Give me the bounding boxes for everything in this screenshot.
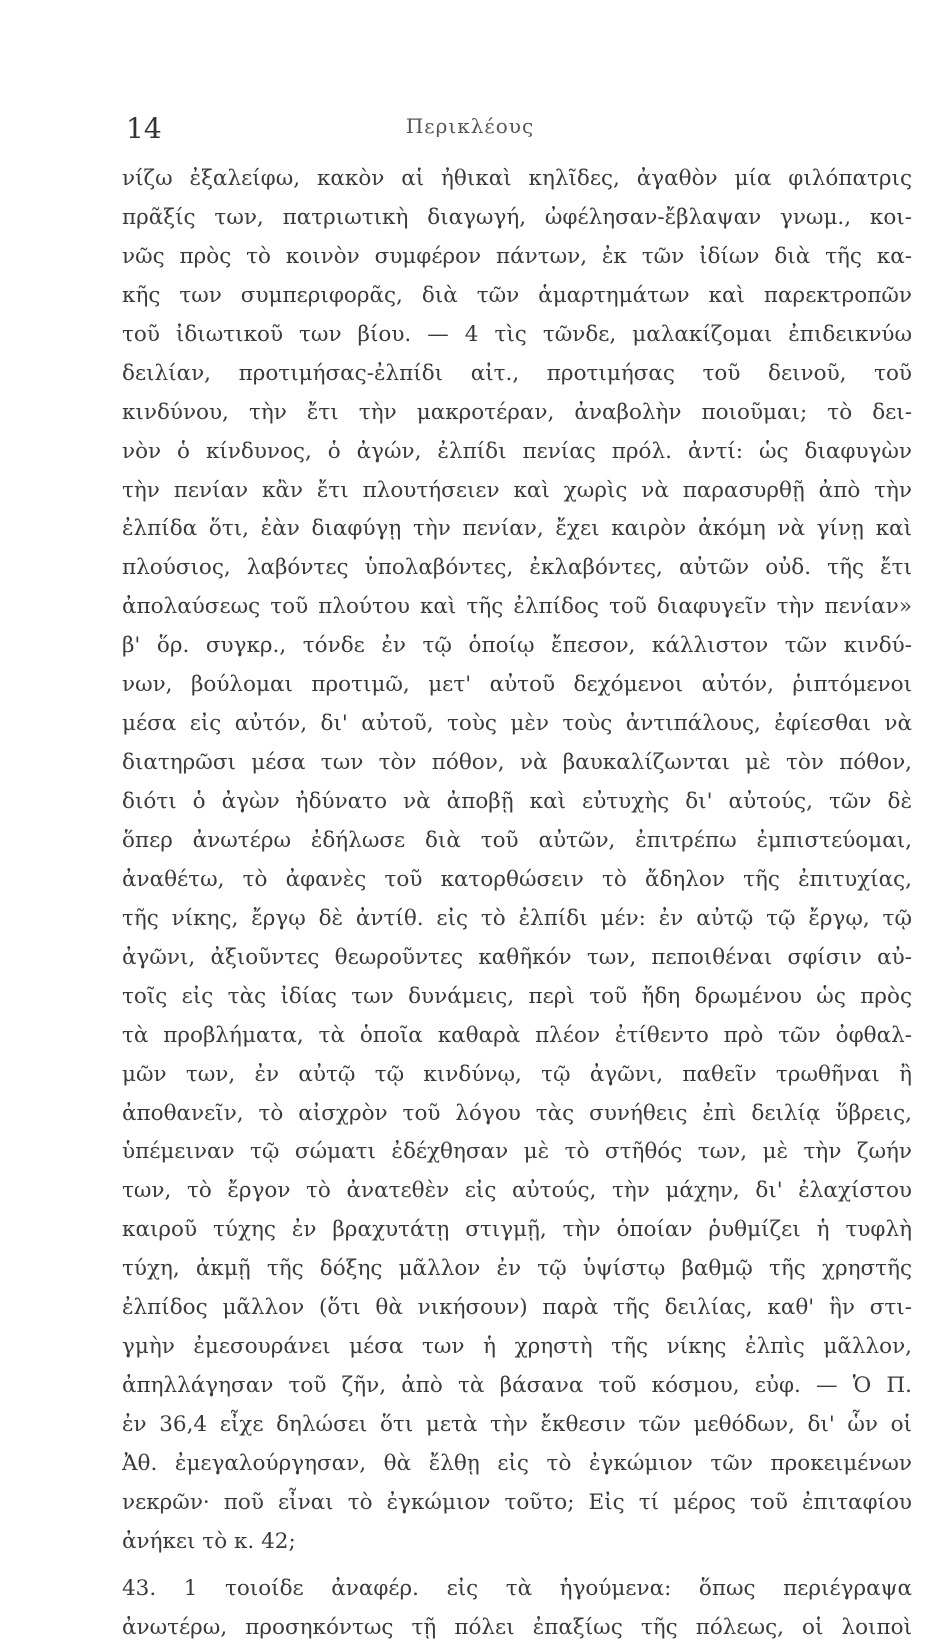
text-line: ἀγῶνι, ἀξιοῦντες θεωροῦντες καθῆκόν των, πεποιθέναι σφίσιν αὐ- bbox=[122, 944, 912, 970]
text-line: πρᾶξίς των, πατριωτικὴ διαγωγή, ὠφέλησαν-ἔβλαψαν γνωμ., κοι- bbox=[122, 204, 912, 230]
text-line: τοῦ ἰδιωτικοῦ των βίου. — 4 τὶς τῶνδε, μαλακίζομαι ἐπιδεικνύω bbox=[122, 321, 912, 347]
commentary-text bbox=[122, 160, 912, 1648]
text-line: τῆς νίκης, ἔργῳ δὲ ἀντίθ. εἰς τὸ ἐλπίδι μέν: ἐν αὐτῷ τῷ ἔργῳ, τῷ bbox=[122, 905, 912, 931]
section-heading-line: 43. 1 τοιοίδε ἀναφέρ. εἰς τὰ ἡγούμενα: ὅπως περιέγραψα bbox=[122, 1575, 912, 1601]
text-line: δειλίαν, προτιμήσας-ἐλπίδι αἰτ., προτιμήσας τοῦ δεινοῦ, τοῦ bbox=[122, 360, 912, 386]
text-line: καιροῦ τύχης ἐν βραχυτάτῃ στιγμῇ, τὴν ὁποίαν ῥυθμίζει ἡ τυφλὴ bbox=[122, 1217, 912, 1243]
text-line: τύχη, ἀκμῇ τῆς δόξης μᾶλλον ἐν τῷ ὑψίστῳ βαθμῷ τῆς χρηστῆς bbox=[122, 1256, 912, 1282]
text-line: των, τὸ ἔργον τὸ ἀνατεθὲν εἰς αὐτούς, τὴν μάχην, δι' ἐλαχίστου bbox=[122, 1178, 912, 1204]
text-line: ἀπολαύσεως τοῦ πλούτου καὶ τῆς ἐλπίδος τοῦ διαφυγεῖν τὴν πενίαν» bbox=[122, 594, 912, 620]
text-line: διατηρῶσι μέσα των τὸν πόθον, νὰ βαυκαλίζωνται μὲ τὸν πόθον, bbox=[122, 750, 912, 776]
text-line: Ἀθ. ἐμεγαλούργησαν, θὰ ἔλθῃ εἰς τὸ ἐγκώμιον τῶν προκειμένων bbox=[122, 1450, 912, 1476]
text-line: τὰ προβλήματα, τὰ ὁποῖα καθαρὰ πλέον ἐτίθεντο πρὸ τῶν ὀφθαλ- bbox=[122, 1022, 912, 1048]
text-line: νων, βούλομαι προτιμῶ, μετ' αὐτοῦ δεχόμενοι αὐτόν, ῥιπτόμενοι bbox=[122, 672, 912, 698]
text-line: κῆς των συμπεριφορᾶς, διὰ τῶν ἁμαρτημάτων καὶ παρεκτροπῶν bbox=[122, 282, 912, 308]
text-line: ὑπέμειναν τῷ σώματι ἐδέχθησαν μὲ τὸ στῆθός των, μὲ τὴν ζωήν bbox=[122, 1139, 912, 1165]
text-line: νίζω ἐξαλείφω, κακὸν αἱ ἠθικαὶ κηλῖδες, ἀγαθὸν μία φιλόπατρις bbox=[122, 166, 912, 191]
text-line: ἀπηλλάγησαν τοῦ ζῆν, ἀπὸ τὰ βάσανα τοῦ κόσμου, εὐφ. — Ὁ Π. bbox=[122, 1373, 912, 1399]
text-line: ἀνωτέρω, προσηκόντως τῇ πόλει ἐπαξίως τῆς πόλεως, οἱ λοιποὶ bbox=[122, 1614, 912, 1640]
text-line: μέσα εἰς αὐτόν, δι' αὐτοῦ, τοὺς μὲν τοὺς ἀντιπάλους, ἐφίεσθαι νὰ bbox=[122, 711, 912, 737]
text-line: ἀναθέτω, τὸ ἀφανὲς τοῦ κατορθώσειν τὸ ἄδηλον τῆς ἐπιτυχίας, bbox=[122, 866, 912, 892]
page-header bbox=[0, 108, 940, 148]
running-head: Περικλέους bbox=[405, 114, 535, 138]
text-line: γμὴν ἐμεσουράνει μέσα των ἡ χρηστὴ τῆς νίκης ἐλπὶς μᾶλλον, bbox=[122, 1334, 912, 1360]
text-line: κινδύνου, τὴν ἔτι τὴν μακροτέραν, ἀναβολὴν ποιοῦμαι; τὸ δει- bbox=[122, 399, 912, 425]
text-line: ὅπερ ἀνωτέρω ἐδήλωσε διὰ τοῦ αὐτῶν, ἐπιτρέπω ἐμπιστεύομαι, bbox=[122, 827, 912, 853]
text-line: τὴν πενίαν κἂν ἔτι πλουτήσειεν καὶ χωρὶς νὰ παρασυρθῇ ἀπὸ τὴν bbox=[122, 477, 912, 503]
text-line: νὸν ὁ κίνδυνος, ὁ ἀγών, ἐλπίδι πενίας πρόλ. ἀντί: ὡς διαφυγὼν bbox=[122, 438, 912, 464]
text-line: πλούσιος, λαβόντες ὑπολαβόντες, ἐκλαβόντες, αὐτῶν οὐδ. τῆς ἔτι bbox=[122, 555, 912, 581]
text-line: ἐλπίδος μᾶλλον (ὅτι θὰ νικήσουν) παρὰ τῆς δειλίας, καθ' ἣν στι- bbox=[122, 1295, 912, 1321]
text-line: β' ὅρ. συγκρ., τόνδε ἐν τῷ ὁποίῳ ἔπεσον, κάλλιστον τῶν κινδύ- bbox=[122, 633, 912, 659]
text-line: νῶς πρὸς τὸ κοινὸν συμφέρον πάντων, ἐκ τῶν ἰδίων διὰ τῆς κα- bbox=[122, 243, 912, 269]
text-line: ἐλπίδα ὅτι, ἐὰν διαφύγῃ τὴν πενίαν, ἔχει καιρὸν ἀκόμη νὰ γίνῃ καὶ bbox=[122, 516, 912, 542]
text-line: ἀνήκει τὸ κ. 42; bbox=[122, 1528, 296, 1554]
text-line: διότι ὁ ἀγὼν ἠδύνατο νὰ ἀποβῇ καὶ εὐτυχὴς δι' αὐτούς, τῶν δὲ bbox=[122, 789, 912, 814]
text-line: μῶν των, ἐν αὐτῷ τῷ κινδύνῳ, τῷ ἀγῶνι, παθεῖν τρωθῆναι ἢ bbox=[122, 1061, 912, 1087]
text-line: ἐν 36,4 εἶχε δηλώσει ὅτι μετὰ τὴν ἔκθεσιν τῶν μεθόδων, δι' ὧν οἱ bbox=[122, 1412, 912, 1437]
text-line: τοῖς εἰς τὰς ἰδίας των δυνάμεις, περὶ τοῦ ἤδη δρωμένου ὡς πρὸς bbox=[122, 983, 912, 1009]
page-number: 14 bbox=[126, 112, 162, 145]
text-line: νεκρῶν· ποῦ εἶναι τὸ ἐγκώμιον τοῦτο; Εἰς τί μέρος τοῦ ἐπιταφίου bbox=[122, 1489, 912, 1515]
text-line: ἀποθανεῖν, τὸ αἰσχρὸν τοῦ λόγου τὰς συνήθεις ἐπὶ δειλίᾳ ὕβρεις, bbox=[122, 1100, 912, 1126]
